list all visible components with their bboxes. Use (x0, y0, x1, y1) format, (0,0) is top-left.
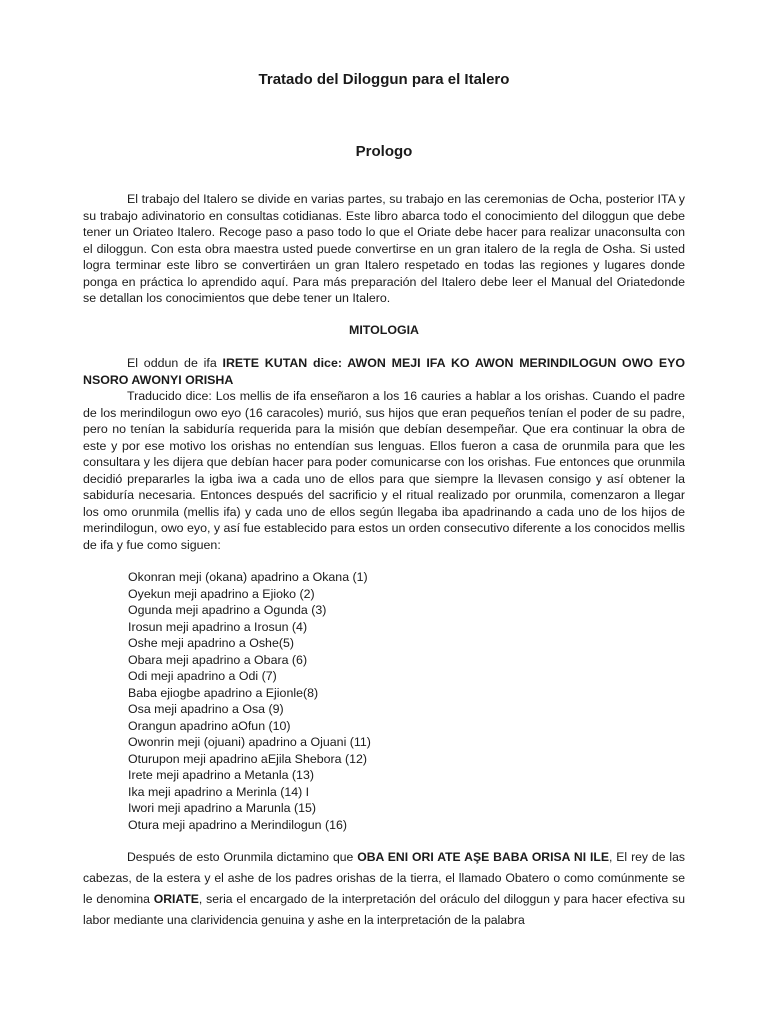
list-item: Irosun meji apadrino a Irosun (4) (128, 619, 308, 634)
list-item: Osa meji apadrino a Osa (9) (128, 702, 284, 716)
despues-rest: , seria el encargado de la interpretación del oráculo del diloggun y para hacer efectiva su labor mediante una clarividencia genuina y ashe en la interpretación de la palabra (83, 892, 686, 927)
list-item: Orangun apadrino aOfun (10) (128, 718, 291, 733)
oddun-name: IRETE KUTAN (222, 356, 308, 370)
despues-bold-oriate: ORIATE (153, 892, 199, 906)
list-item: Oshe meji apadrino a Oshe(5) (128, 636, 294, 650)
despues-prefix: Después de esto Orunmila dictamino que (127, 850, 358, 864)
list-item: Odi meji apadrino a Odi (7) (128, 669, 277, 683)
list-item: Otura meji apadrino a Merindilogun (16) (128, 817, 348, 832)
list-item: Irete meji apadrino a Metanla (13) (128, 768, 314, 782)
oddun-paragraph (83, 355, 685, 388)
list-item: Okonran meji (okana) apadrino a Okana (1) (128, 570, 368, 584)
list-item: Ogunda meji apadrino a Ogunda (3) (128, 603, 327, 617)
despues-paragraph (83, 847, 685, 931)
list-item: Ika meji apadrino a Merinla (14) I (128, 784, 310, 799)
list-item: Oturupon meji apadrino aEjila Shebora (12) (128, 751, 368, 766)
prologue-heading: Prologo (355, 143, 413, 160)
translation-paragraph: Traducido dice: Los mellis de ifa enseñaron a los 16 cauries a hablar a los orishas. Cuando el padre de los merindilogun owo eyo (16 caracoles) murió, sus hijos que eran pequeños tenían el poder de su padre, pero no tenían la sabiduría requerida para la misión que debían desempeñar. Que era continuar la obra de este y por ese motivo los orishas no entendían sus lenguas. Ellos fueron a casa de orunmila para que les consultara y les dijera que debían hacer para poder comunicarse con los orishas. Fue entonces que orunmila decidió prepararles la igba iwa a cada uno de ellos para que siempre la llevasen consigo y así obtener la sabiduría necesaria. Entonces después del sacrificio y el ritual realizado por orunmila, comenzaron a llegar los omo orunmila (mellis ifa) y cada uno de ellos según llegaba iba apadrinando a cada uno de los hijos de merindilogun, owo eyo, y así fue establecido para estos un orden consecutivo diferente a los conocidos mellis de ifa y fue como siguen: (83, 389, 685, 552)
oddun-prefix: El oddun de ifa (127, 356, 223, 370)
section-heading-mitologia: MITOLOGIA (349, 323, 419, 337)
oddun-quote: AWON MEJI IFA KO AWON MERINDILOGUN OWO EYO NSORO AWONYI ORISHA (83, 356, 685, 387)
list-item: Oyekun meji apadrino a Ejioko (2) (128, 586, 315, 601)
list-item: Obara meji apadrino a Obara (6) (128, 652, 308, 667)
document-title: Tratado del Diloggun para el Italero (258, 71, 510, 88)
list-item: Owonrin meji (ojuani) apadrino a Ojuani (11) (128, 735, 371, 749)
list-item: Iwori meji apadrino a Marunla (15) (128, 801, 317, 815)
odu-list (128, 569, 371, 833)
despues-bold-phrase: OBA ENI ORI ATE AŞE BABA ORISA NI ILE (357, 850, 609, 864)
despues-mid: , El rey de las cabezas, de la estera y el ashe de los padres orishas de la tierra, el llamado Obatero o como comúnmente se le denomina (83, 850, 686, 906)
oddun-dice: dice: (307, 356, 348, 370)
list-item: Baba ejiogbe apadrino a Ejionle(8) (128, 685, 319, 700)
intro-paragraph: El trabajo del Italero se divide en varias partes, su trabajo en las ceremonias de Ocha, posterior ITA y su trabajo adivinatorio en consultas cotidianas. Este libro abarca todo el conocimiento del diloggun que debe tener un Oriateo Italero. Recoge paso a paso todo lo que el Oriate debe hacer para realizar unaconsulta con el diloggun. Con esta obra maestra usted puede convertirse en un gran italero de la regla de Osha. Si usted logra terminar este libro se convertiráen un gran Italero respetado en todas las regiones y lugares donde ponga en práctica lo aprendido aquí. Para más preparación del Italero debe leer el Manual del Oriatedonde se detallan los conocimientos que debe tener un Italero. (83, 192, 685, 305)
